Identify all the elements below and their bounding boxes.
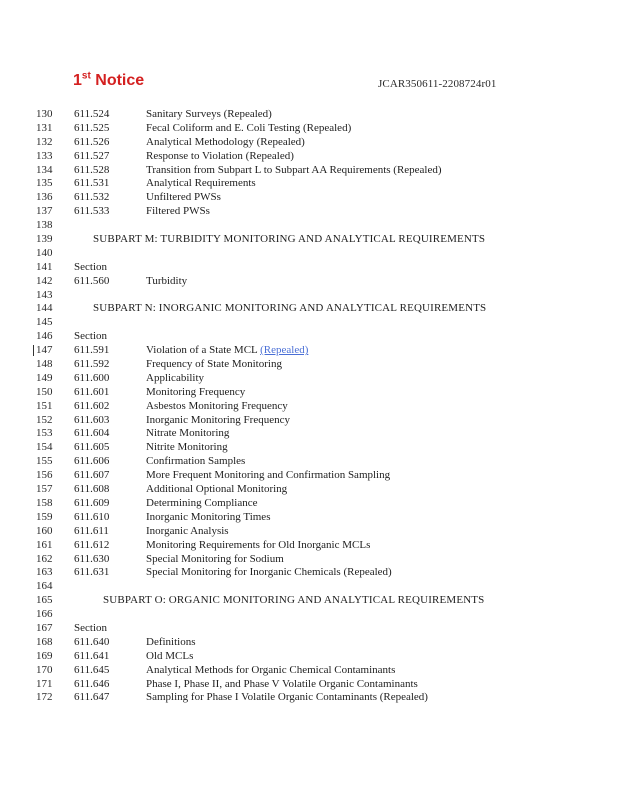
section-title [146,344,308,358]
section-number: 611.601 [74,385,110,398]
line-number: 139 [36,233,53,246]
document-line [0,678,618,692]
document-line [0,414,618,428]
line-number: 145 [36,316,53,329]
section-number: 611.525 [74,121,110,134]
section-title [146,650,193,664]
document-line [0,469,618,483]
line-number: 147 [36,344,53,357]
section-title-text: More Frequent Monitoring and Confirmation Sampling [146,469,391,482]
section-title [146,483,287,497]
section-title-text: Special Monitoring for Sodium [146,552,284,565]
document-line [0,455,618,469]
section-number: 611.647 [74,691,110,704]
section-number: 611.591 [74,344,110,357]
line-number: 140 [36,246,53,259]
section-title-text: Transition from Subpart L to Subpart AA Requirements (Repealed) [146,163,442,176]
line-number: 146 [36,330,53,343]
subpart-heading-line [0,302,618,316]
subpart-heading: SUBPART N: INORGANIC MONITORING AND ANALYTICAL REQUIREMENTS [93,302,487,315]
section-title [146,386,245,400]
line-number: 142 [36,274,53,287]
section-title [146,122,351,136]
section-title-text: Turbidity [146,274,188,287]
section-number: 611.608 [74,483,110,496]
section-title [146,427,229,441]
section-number: 611.592 [74,358,110,371]
document-line [0,427,618,441]
line-number: 135 [36,177,53,190]
document-line [0,497,618,511]
section-title-text: Confirmation Samples [146,455,246,468]
section-title-text: Sanitary Surveys (Repealed) [146,108,272,120]
numbered-lines [0,108,618,705]
document-line [0,511,618,525]
document-line [0,691,618,705]
section-title [146,539,370,553]
section-number: 611.609 [74,496,110,509]
section-title-text: Definitions [146,635,196,648]
line-number: 138 [36,219,53,232]
document-line [0,122,618,136]
notice-number: 1 [73,72,82,89]
document-line [0,483,618,497]
document-line [0,441,618,455]
document-line [0,664,618,678]
document-line [0,372,618,386]
line-number: 132 [36,135,53,148]
line-number: 134 [36,163,53,176]
document-line [0,566,618,580]
document-line [0,330,618,344]
section-title-text: Sampling for Phase I Volatile Organic Contaminants (Repealed) [146,691,428,704]
section-number: 611.605 [74,441,110,454]
section-title-text: Asbestos Monitoring Frequency [146,399,288,412]
line-number: 144 [36,302,53,315]
section-title [146,275,187,289]
document-line [0,636,618,650]
section-title [146,566,392,580]
line-number: 152 [36,413,53,426]
line-number: 172 [36,691,53,704]
subpart-heading: SUBPART M: TURBIDITY MONITORING AND ANALYTICAL REQUIREMENTS [93,233,486,246]
text-cursor [33,345,34,356]
document-line [0,191,618,205]
section-title-text: Fecal Coliform and E. Coli Testing (Repealed) [146,121,352,134]
section-title [146,553,284,567]
document-line [0,580,618,594]
section-number: 611.641 [74,649,110,662]
section-title-text: Inorganic Monitoring Times [146,510,271,523]
line-number: 165 [36,594,53,607]
section-title [146,691,428,705]
line-number: 154 [36,441,53,454]
section-title-text: Inorganic Analysis [146,524,229,537]
section-title [146,205,210,219]
document-line [0,622,618,636]
document-line [0,247,618,261]
document-line [0,539,618,553]
line-number: 150 [36,385,53,398]
document-line [0,205,618,219]
section-number: 611.600 [74,371,110,384]
section-number: 611.631 [74,566,110,579]
section-number: 611.533 [74,205,110,218]
section-number: 611.645 [74,663,110,676]
section-title-text: Analytical Methods for Organic Chemical Contaminants [146,663,396,676]
line-number: 131 [36,121,53,134]
document-line [0,386,618,400]
section-number: 611.602 [74,399,110,412]
section-title [146,150,294,164]
section-title-text: Additional Optional Monitoring [146,483,288,496]
line-number: 148 [36,358,53,371]
section-title [146,358,282,372]
document-line [0,108,618,122]
section-title [146,678,418,692]
line-number: 133 [36,149,53,162]
document-line [0,289,618,303]
line-number: 136 [36,191,53,204]
section-title-text: Violation of a State MCL [146,344,258,357]
section-title [146,664,395,678]
document-line [0,553,618,567]
line-number: 169 [36,649,53,662]
section-title-text: Determining Compliance [146,496,258,509]
document-line [0,650,618,664]
section-number: 611.610 [74,510,110,523]
section-title-text: Applicability [146,371,205,384]
section-title [146,414,290,428]
section-number: 611.528 [74,163,110,176]
line-number: 162 [36,552,53,565]
section-title-text: Monitoring Frequency [146,385,246,398]
section-title [146,497,258,511]
section-title-text: Phase I, Phase II, and Phase V Volatile Organic Contaminants [146,677,418,690]
section-title [146,136,305,150]
section-title [146,455,245,469]
section-title [146,400,288,414]
section-number: 611.526 [74,135,110,148]
section-title-text: Frequency of State Monitoring [146,358,282,371]
subpart-heading-line [0,594,618,608]
document-line [0,344,618,358]
line-number: 164 [36,580,53,593]
document-line [0,177,618,191]
document-line [0,219,618,233]
document-line [0,608,618,622]
line-number: 171 [36,677,53,690]
section-title [146,108,272,122]
section-title-text: Nitrite Monitoring [146,441,228,454]
line-number: 130 [36,108,53,120]
notice-suffix: st [81,70,91,82]
line-number: 170 [36,663,53,676]
section-title [146,164,442,178]
section-number: 611.640 [74,635,110,648]
section-number: 611.524 [74,108,110,120]
repealed-link[interactable]: (Repealed) [260,344,309,357]
line-number: 157 [36,483,53,496]
section-title-text: Inorganic Monitoring Frequency [146,413,290,426]
section-number: 611.532 [74,191,110,204]
line-number: 153 [36,427,53,440]
section-number: 611.527 [74,149,110,162]
document-line [0,275,618,289]
line-number: 137 [36,205,53,218]
line-number: 168 [36,635,53,648]
document-id: JCAR350611-2208724r01 [378,78,497,90]
section-title [146,511,270,525]
document-line [0,316,618,330]
section-number: 611.531 [74,177,110,190]
line-number: 143 [36,288,53,301]
section-label: Section [74,330,107,343]
document-line [0,164,618,178]
section-number: 611.646 [74,677,110,690]
section-number: 611.612 [74,538,110,551]
section-label: Section [74,621,107,634]
section-title-text: Analytical Requirements [146,177,256,190]
section-title-text: Filtered PWSs [146,205,210,218]
line-number: 160 [36,524,53,537]
document-line [0,136,618,150]
line-number: 161 [36,538,53,551]
section-title-text: Response to Violation (Repealed) [146,149,294,162]
line-number: 158 [36,496,53,509]
line-number: 149 [36,371,53,384]
line-number: 155 [36,455,53,468]
line-number: 163 [36,566,53,579]
section-number: 611.603 [74,413,110,426]
section-number: 611.604 [74,427,110,440]
section-title [146,177,256,191]
document-line [0,150,618,164]
notice-label [73,72,144,90]
section-title-text: Monitoring Requirements for Old Inorganic MCLs [146,538,371,551]
line-number: 166 [36,608,53,621]
line-number: 151 [36,399,53,412]
section-title [146,469,390,483]
document-line [0,358,618,372]
line-number: 159 [36,510,53,523]
notice-word: Notice [95,72,145,89]
document-line [0,525,618,539]
line-number: 167 [36,621,53,634]
section-title [146,191,221,205]
section-number: 611.560 [74,274,110,287]
section-number: 611.606 [74,455,110,468]
subpart-heading-line [0,233,618,247]
section-title-text: Special Monitoring for Inorganic Chemicals (Repealed) [146,566,392,579]
section-title [146,636,196,650]
section-label: Section [74,260,107,273]
section-title [146,525,229,539]
document-line [0,400,618,414]
section-title [146,372,204,386]
section-title-text: Nitrate Monitoring [146,427,230,440]
section-number: 611.630 [74,552,110,565]
section-number: 611.611 [74,524,109,537]
section-title-text: Old MCLs [146,649,194,662]
section-number: 611.607 [74,469,110,482]
line-number: 156 [36,469,53,482]
subpart-heading: SUBPART O: ORGANIC MONITORING AND ANALYTICAL REQUIREMENTS [103,594,485,607]
section-title-text: Analytical Methodology (Repealed) [146,135,305,148]
line-number: 141 [36,260,53,273]
section-title [146,441,228,455]
section-title-text: Unfiltered PWSs [146,191,221,204]
document-line [0,261,618,275]
